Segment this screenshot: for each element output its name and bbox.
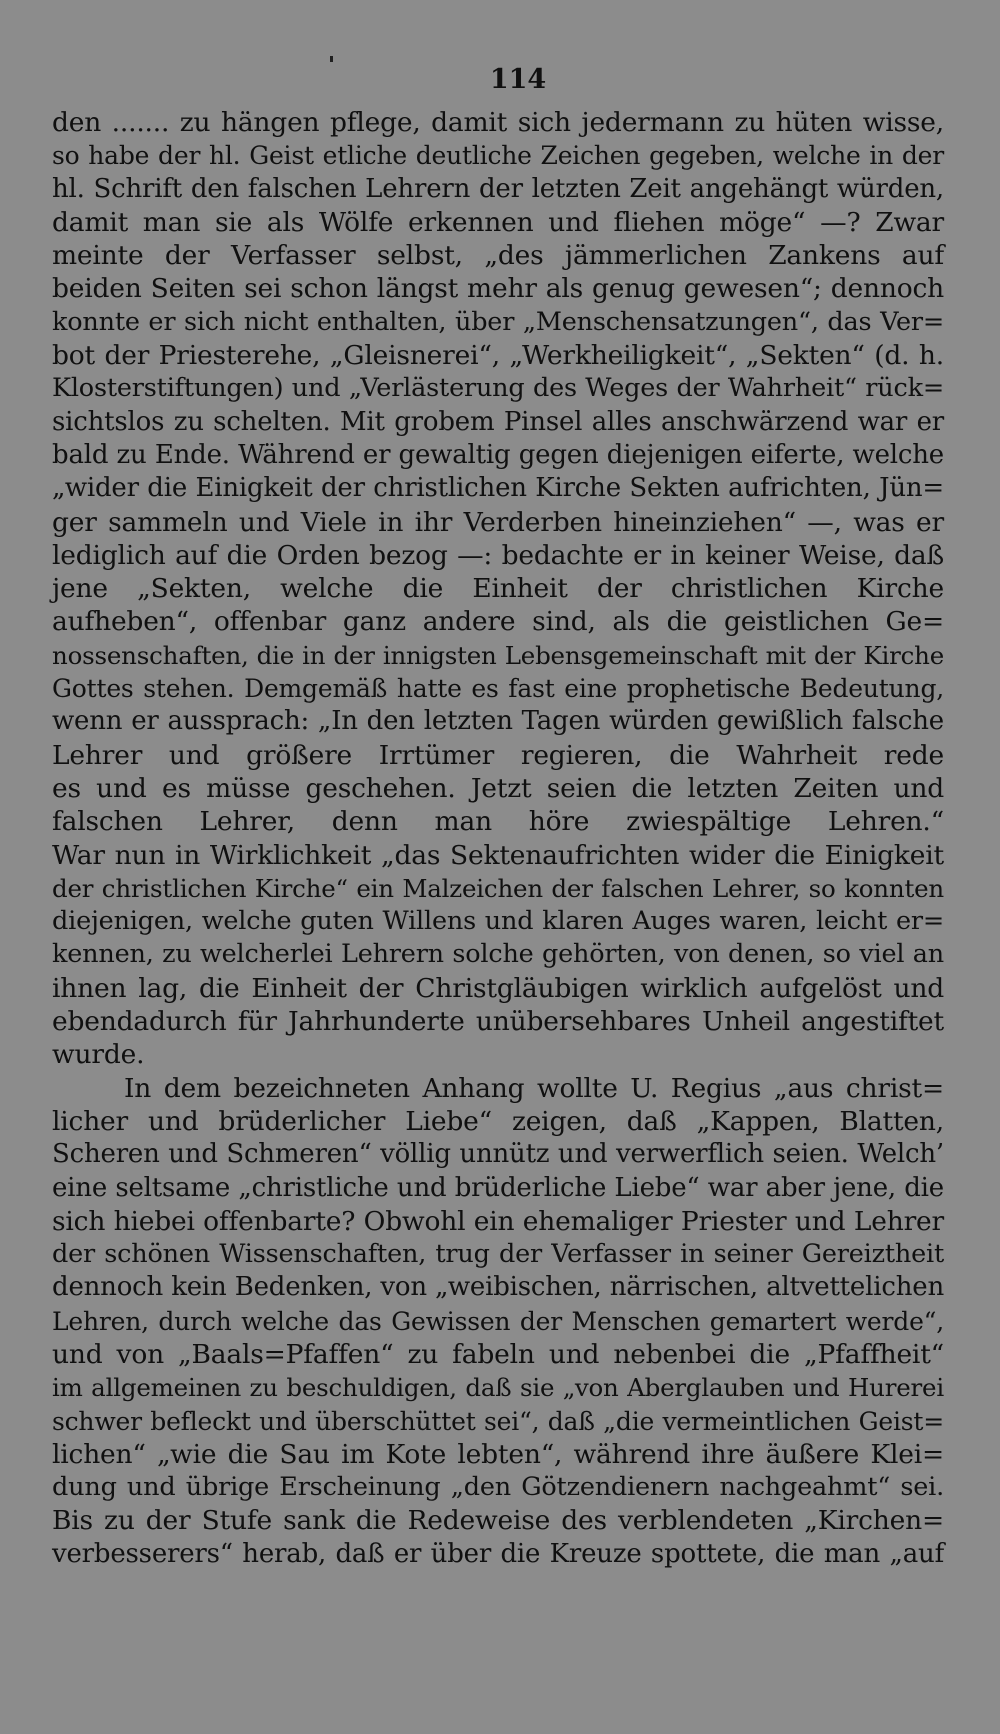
text-line: konnte er sich nicht enthalten, über „Menschensatzungen“, das Ver=: [52, 306, 944, 337]
text-line: lichen“ „wie die Sau im Kote lebten“, während ihre äußere Klei=: [52, 1438, 944, 1470]
text-line: jene „Sekten, welche die Einheit der christlichen Kirche: [52, 573, 944, 605]
paragraph-start-line: In dem bezeichneten Anhang wollte U. Regius „aus christ=: [124, 1072, 944, 1104]
text-line: diejenigen, welche guten Willens und klaren Auges waren, leicht er=: [52, 906, 944, 937]
text-line: „wider die Einigkeit der christlichen Kirche Sekten aufrichten, Jün=: [52, 473, 944, 504]
text-line: aufheben“, offenbar ganz andere sind, als die geistlichen Ge=: [52, 606, 944, 638]
text-line: den ....... zu hängen pflege, damit sich jedermann zu hüten wisse,: [52, 107, 944, 138]
text-line: nossenschaften, die in der innigsten Lebensgemeinschaft mit der Kirche: [52, 640, 944, 670]
text-line: der schönen Wissenschaften, trug der Verfasser in seiner Gereiztheit: [52, 1239, 944, 1270]
paragraph-end-line: wurde.: [52, 1039, 145, 1071]
text-line: hl. Schrift den falschen Lehrern der letzten Zeit angehängt würden,: [52, 173, 944, 204]
text-line: Bis zu der Stufe sank die Redeweise des verblendeten „Kirchen=: [52, 1505, 944, 1537]
text-line: so habe der hl. Geist etliche deutliche Zeichen gegeben, welche in der: [52, 141, 944, 171]
text-line: beiden Seiten sei schon längst mehr als genug gewesen“; dennoch: [52, 273, 944, 305]
text-line: lediglich auf die Orden bezog —: bedachte er in keiner Weise, daß: [52, 539, 944, 571]
text-line: meinte der Verfasser selbst, „des jämmerlichen Zankens auf: [52, 240, 944, 272]
book-page: [52, 60, 944, 1571]
text-line: ihnen lag, die Einheit der Christgläubigen wirklich aufgelöst und: [52, 972, 944, 1004]
text-line: es und es müsse geschehen. Jetzt seien die letzten Zeiten und: [52, 772, 944, 804]
text-line: Lehrer und größere Irrtümer regieren, die Wahrheit rede: [52, 739, 944, 771]
text-line: wenn er aussprach: „In den letzten Tagen würden gewißlich falsche: [52, 706, 944, 737]
print-speck: [330, 56, 333, 62]
text-line: schwer befleckt und überschüttet sei“, daß „die vermeintlichen Geist=: [52, 1406, 944, 1436]
text-line: ger sammeln und Viele in ihr Verderben hineinziehen“ —, was er: [52, 506, 944, 538]
text-line: dennoch kein Bedenken, von „weibischen, närrischen, altvettelichen: [52, 1272, 944, 1303]
text-line: im allgemeinen zu beschuldigen, daß sie „von Aberglauben und Hurerei: [52, 1373, 944, 1403]
text-line: eine seltsame „christliche und brüderliche Liebe“ war aber jene, die: [52, 1172, 944, 1203]
body-text: [52, 106, 944, 1571]
text-line: Lehren, durch welche das Gewissen der Menschen gemartert werde“,: [52, 1306, 944, 1336]
text-line: ebendadurch für Jahrhunderte unübersehbares Unheil angestiftet: [52, 1006, 944, 1038]
text-line: sichtslos zu schelten. Mit grobem Pinsel alles anschwärzend war er: [52, 406, 944, 437]
text-line: bot der Priesterehe, „Gleisnerei“, „Werkheiligkeit“, „Sekten“ (d. h.: [52, 340, 944, 372]
text-line: Gottes stehen. Demgemäß hatte es fast eine prophetische Bedeutung,: [52, 674, 944, 704]
text-line: War nun in Wirklichkeit „das Sektenaufrichten wider die Einigkeit: [52, 839, 944, 871]
text-line: dung und übrige Erscheinung „den Götzendienern nachgeahmt“ sei.: [52, 1472, 944, 1503]
text-line: Klosterstiftungen) und „Verlästerung des Weges der Wahrheit“ rück=: [52, 373, 944, 404]
text-line: bald zu Ende. Während er gewaltig gegen diejenigen eiferte, welche: [52, 439, 944, 470]
text-line: kennen, zu welcherlei Lehrern solche gehörten, von denen, so viel an: [52, 939, 944, 970]
text-line: damit man sie als Wölfe erkennen und fliehen möge“ —? Zwar: [52, 206, 944, 238]
text-line: sich hiebei offenbarte? Obwohl ein ehemaliger Priester und Lehrer: [52, 1205, 944, 1237]
page-number: 114: [489, 64, 547, 95]
text-line: licher und brüderlicher Liebe“ zeigen, daß „Kappen, Blatten,: [52, 1105, 944, 1137]
text-line: der christlichen Kirche“ ein Malzeichen der falschen Lehrer, so konnten: [52, 873, 944, 903]
text-line: verbesserers“ herab, daß er über die Kreuze spottete, die man „auf: [52, 1538, 944, 1569]
text-line: und von „Baals=Pfaffen“ zu fabeln und nebenbei die „Pfaffheit“: [52, 1338, 944, 1370]
text-line: falschen Lehrer, denn man höre zwiespältige Lehren.“: [52, 806, 944, 838]
text-line: Scheren und Schmeren“ völlig unnütz und verwerflich seien. Welch’: [52, 1139, 944, 1170]
